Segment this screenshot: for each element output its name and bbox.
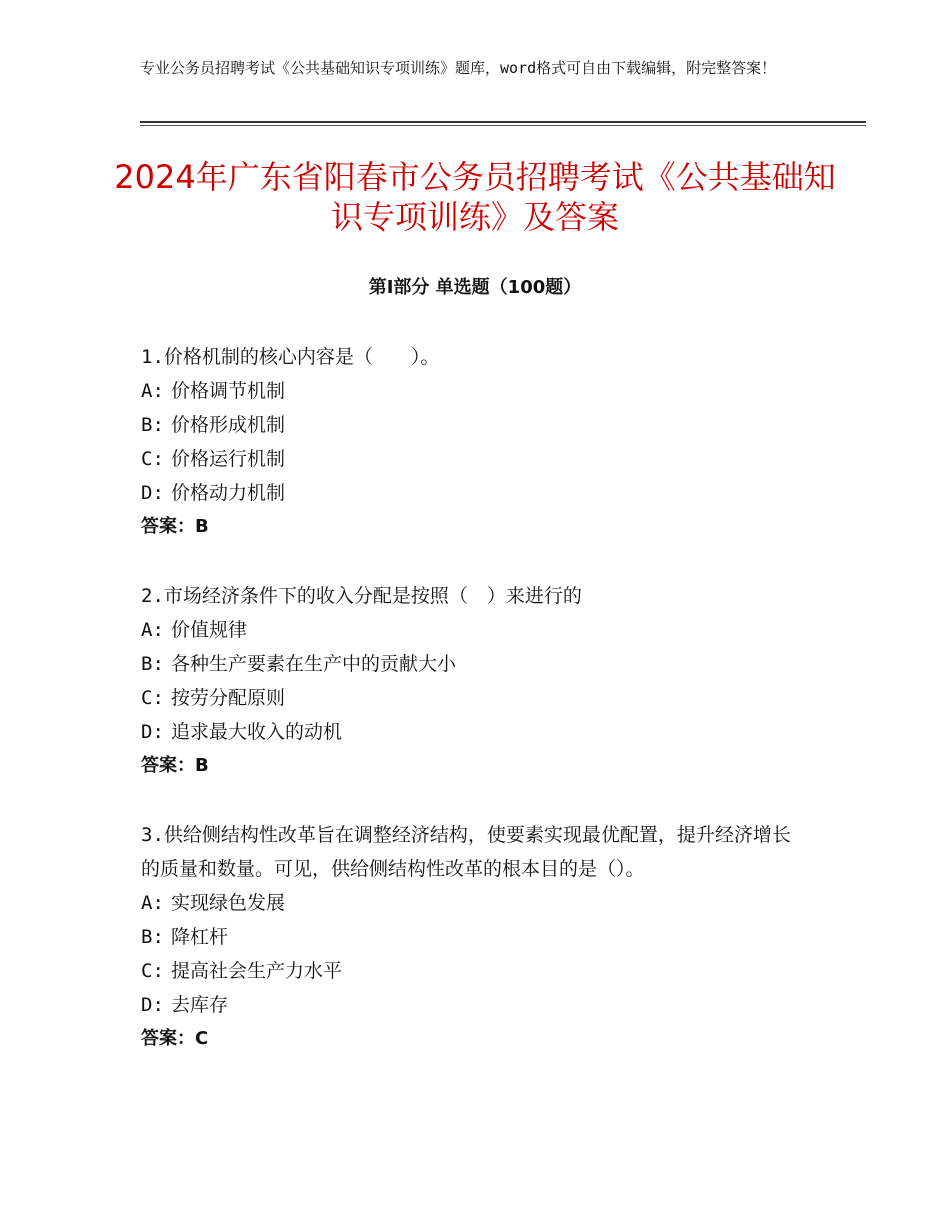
option-c <box>141 681 801 715</box>
question-stem: 2.市场经济条件下的收入分配是按照（ ）来进行的 <box>141 585 582 607</box>
header-divider-thick <box>140 121 866 123</box>
question-3 <box>141 818 801 1056</box>
option-a <box>141 613 801 647</box>
option-key: D: <box>141 721 164 743</box>
question-stem: 1.价格机制的核心内容是（ ）。 <box>141 346 440 368</box>
option-c <box>141 442 801 476</box>
option-text: 追求最大收入的动机 <box>171 721 343 743</box>
option-key: B: <box>141 414 164 436</box>
option-key: A: <box>141 892 164 914</box>
option-key: B: <box>141 926 164 948</box>
option-key: D: <box>141 482 164 504</box>
option-text: 按劳分配原则 <box>171 687 286 709</box>
answer: 答案：B <box>141 516 209 537</box>
option-key: C: <box>141 687 164 709</box>
option-b <box>141 408 801 442</box>
option-a <box>141 886 801 920</box>
option-text: 各种生产要素在生产中的贡献大小 <box>171 653 457 675</box>
option-b <box>141 647 801 681</box>
option-key: C: <box>141 448 164 470</box>
option-text: 实现绿色发展 <box>171 892 286 914</box>
section-title: 第Ⅰ部分 单选题（100题） <box>368 277 582 298</box>
option-a <box>141 374 801 408</box>
question-stem: 3.供给侧结构性改革旨在调整经济结构，使要素实现最优配置，提升经济增长的质量和数量。可见，供给侧结构性改革的根本目的是（）。 <box>141 824 791 880</box>
answer: 答案：C <box>141 1028 209 1049</box>
option-text: 价格动力机制 <box>171 482 286 504</box>
option-text: 去库存 <box>171 994 229 1016</box>
option-key: B: <box>141 653 164 675</box>
header-divider-thin <box>140 125 866 126</box>
header-note: 专业公务员招聘考试《公共基础知识专项训练》题库，word格式可自由下载编辑，附完整答案！ <box>140 59 777 77</box>
option-d <box>141 715 801 749</box>
option-c <box>141 954 801 988</box>
option-text: 价值规律 <box>171 619 248 641</box>
option-text: 降杠杆 <box>171 926 229 948</box>
option-d <box>141 476 801 510</box>
option-key: C: <box>141 960 164 982</box>
option-key: D: <box>141 994 164 1016</box>
question-2 <box>141 579 801 783</box>
option-key: A: <box>141 619 164 641</box>
option-text: 价格运行机制 <box>171 448 286 470</box>
option-text: 价格形成机制 <box>171 414 286 436</box>
option-text: 提高社会生产力水平 <box>171 960 343 982</box>
option-text: 价格调节机制 <box>171 380 286 402</box>
answer: 答案：B <box>141 755 209 776</box>
option-key: A: <box>141 380 164 402</box>
option-d <box>141 988 801 1022</box>
question-1 <box>141 340 801 544</box>
document-title: 2024年广东省阳春市公务员招聘考试《公共基础知识专项训练》及答案 <box>114 158 836 236</box>
option-b <box>141 920 801 954</box>
